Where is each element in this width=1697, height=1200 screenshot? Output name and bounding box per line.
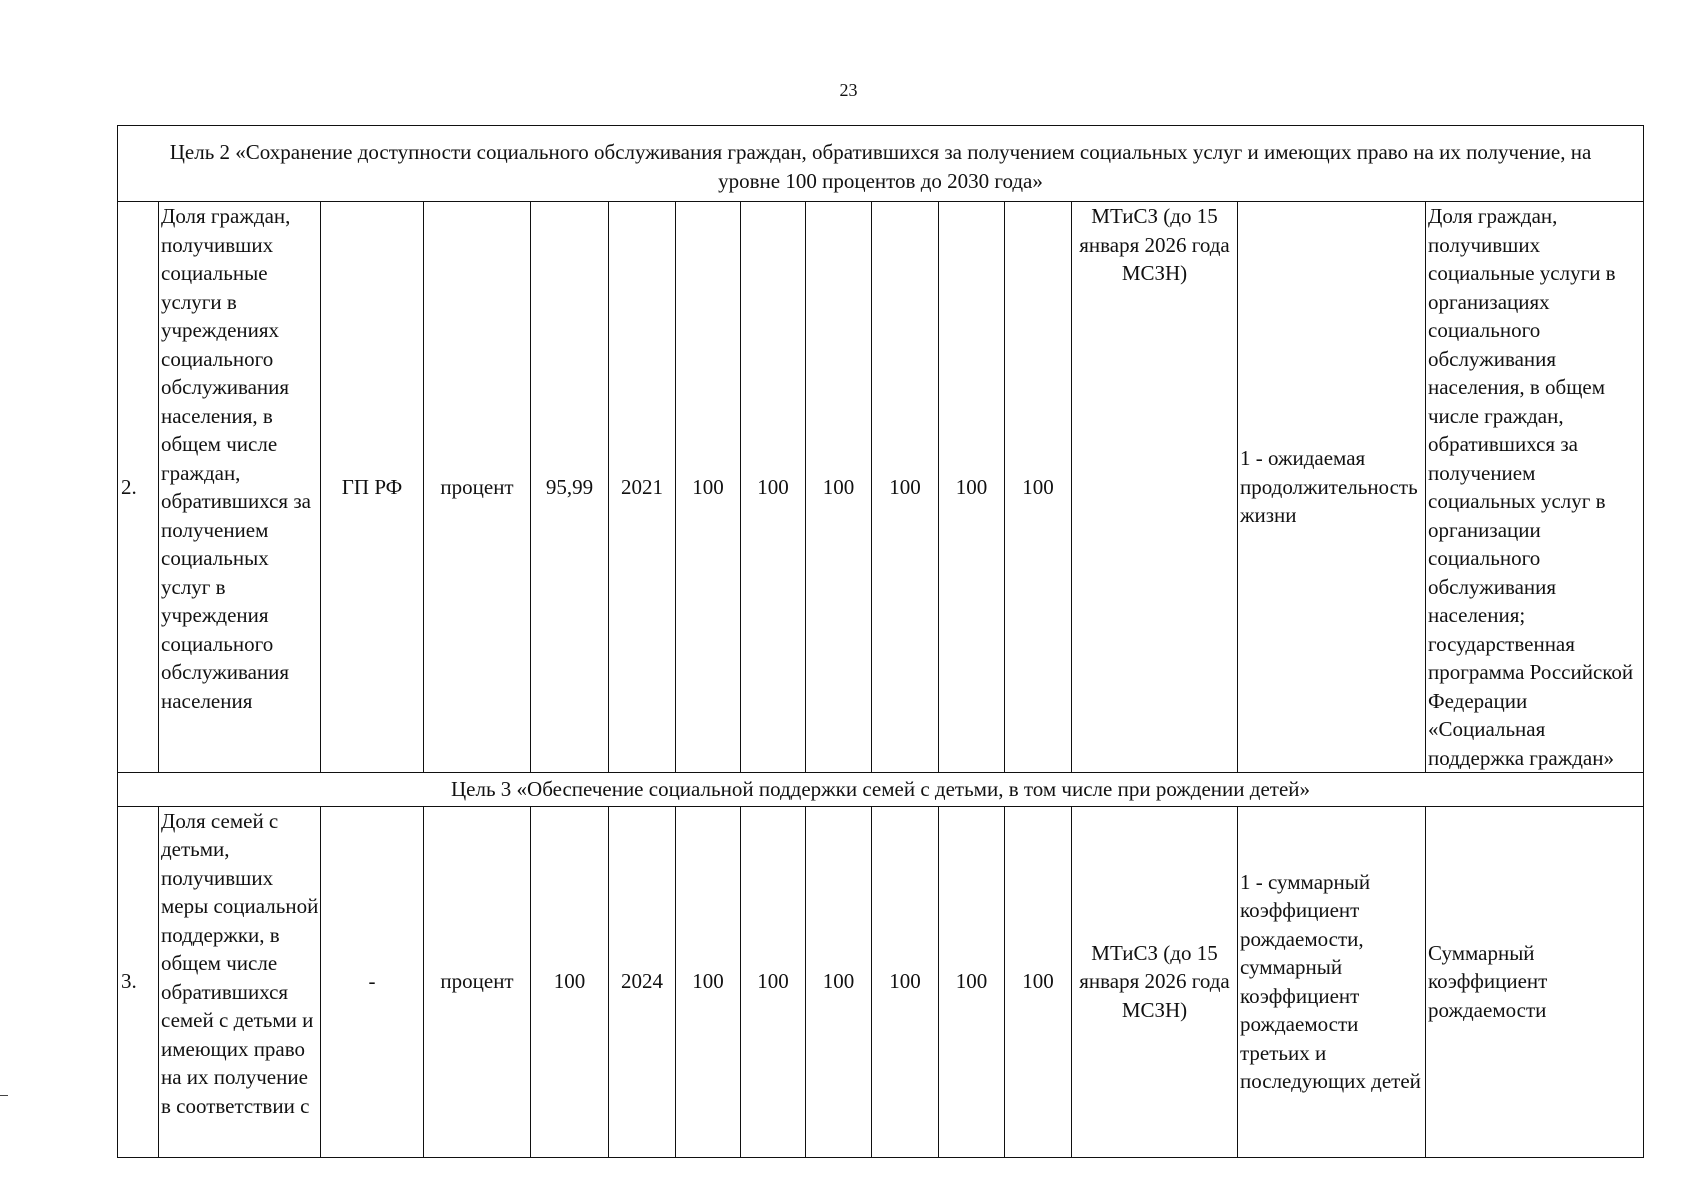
row-number: 3. [118, 806, 159, 1157]
gp-rf-link: Доля граждан, получивших социальные услуги в организациях социального обслуживания населения, в общем числе граждан, обратившихся за получением социальных услуг в организации социального обслуживания населения; государственная программа Российской Федерации «Социальная поддержка граждан» [1426, 202, 1644, 773]
year-value: 100 [741, 202, 806, 773]
year-value: 100 [741, 806, 806, 1157]
goal-3-heading: Цель 3 «Обеспечение социальной поддержки семей с детьми, в том числе при рождении детей» [118, 773, 1644, 807]
indicator-name: Доля семей с детьми, получивших меры социальной поддержки, в общем числе обратившихся семей с детьми и имеющих право на их получение в соответствии с [159, 806, 321, 1157]
national-goal-link: 1 - ожидаемая продолжительность жизни [1238, 202, 1426, 773]
year-value: 100 [939, 202, 1005, 773]
year-value: 100 [676, 806, 741, 1157]
year-value: 100 [872, 202, 939, 773]
year-value: 100 [676, 202, 741, 773]
responsible-body: МТиСЗ (до 15 января 2026 года МСЗН) [1072, 806, 1238, 1157]
year-value: 100 [1005, 806, 1072, 1157]
year-value: 100 [806, 202, 872, 773]
indicator-level: - [321, 806, 424, 1157]
row-number: 2. [118, 202, 159, 773]
goal-2-row [118, 126, 1644, 202]
gp-rf-link: Суммарный коэффициент рождаемости [1426, 806, 1644, 1157]
indicator-name: Доля граждан, получивших социальные услуги в учреждениях социального обслуживания населения, в общем числе граждан, обратившихся за получением социальных услуг в учреждения социального обслуживания населения [159, 202, 321, 773]
base-value: 100 [531, 806, 609, 1157]
year-value: 100 [872, 806, 939, 1157]
indicator-level: ГП РФ [321, 202, 424, 773]
base-value: 95,99 [531, 202, 609, 773]
table-row [118, 806, 1644, 1157]
year-value: 100 [939, 806, 1005, 1157]
base-year: 2024 [609, 806, 676, 1157]
page-number: 23 [839, 80, 858, 100]
national-goal-link: 1 - суммарный коэффициент рождаемости, суммарный коэффициент рождаемости третьих и последующих детей [1238, 806, 1426, 1157]
unit-of-measure: процент [424, 202, 531, 773]
year-value: 100 [1005, 202, 1072, 773]
base-year: 2021 [609, 202, 676, 773]
indicators-table [117, 125, 1644, 1158]
margin-mark [0, 1095, 8, 1096]
year-value: 100 [806, 806, 872, 1157]
goal-3-row [118, 773, 1644, 807]
unit-of-measure: процент [424, 806, 531, 1157]
responsible-body: МТиСЗ (до 15 января 2026 года МСЗН) [1072, 202, 1238, 773]
goal-2-heading: Цель 2 «Сохранение доступности социального обслуживания граждан, обратившихся за получением социальных услуг и имеющих право на их получение, на уровне 100 процентов до 2030 года» [118, 126, 1644, 202]
table-row [118, 202, 1644, 773]
